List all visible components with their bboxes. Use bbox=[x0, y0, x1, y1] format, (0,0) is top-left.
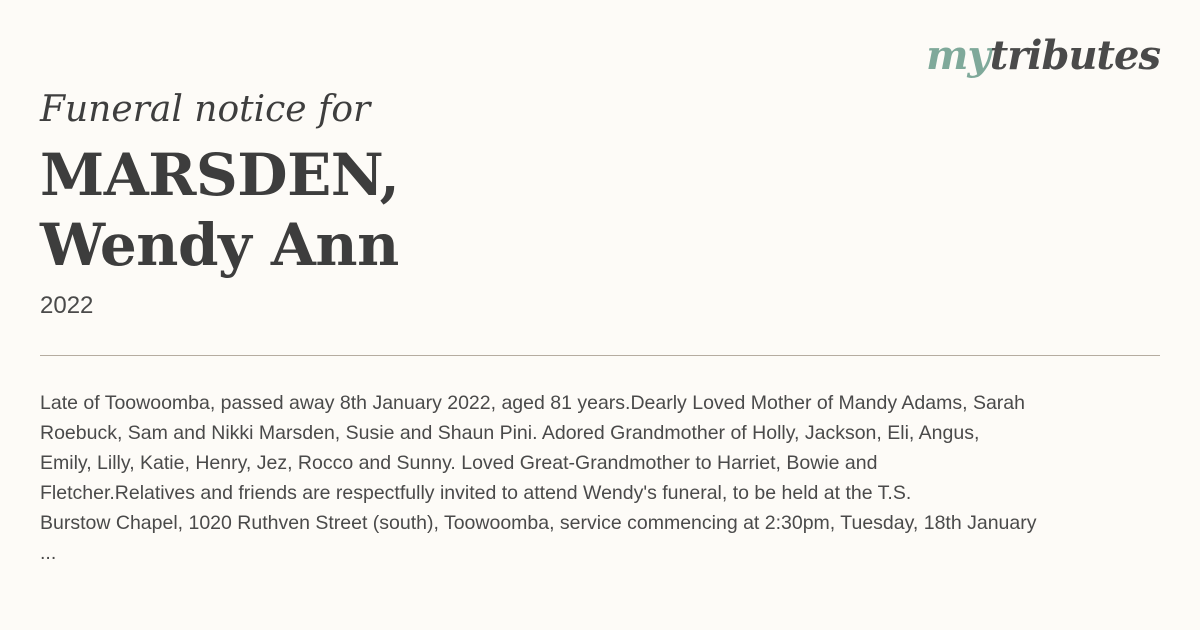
notice-year: 2022 bbox=[40, 292, 94, 319]
deceased-name bbox=[40, 140, 399, 280]
logo-prefix: my bbox=[926, 32, 990, 79]
notice-kicker: Funeral notice for bbox=[40, 89, 371, 130]
notice-text bbox=[40, 388, 1175, 568]
notice-line: Fletcher.Relatives and friends are respectfully invited to attend Wendy's funeral, to be held at the T.S. bbox=[40, 482, 912, 504]
divider bbox=[40, 355, 1160, 356]
deceased-surname: MARSDEN, bbox=[40, 141, 400, 209]
notice-ellipsis: ... bbox=[40, 542, 57, 564]
notice-line: Emily, Lilly, Katie, Henry, Jez, Rocco and Sunny. Loved Great-Grandmother to Harriet, Bowie and bbox=[40, 452, 878, 474]
mytributes-logo bbox=[926, 32, 1160, 80]
notice-line: Roebuck, Sam and Nikki Marsden, Susie and Shaun Pini. Adored Grandmother of Holly, Jackson, Eli, Angus, bbox=[40, 422, 980, 444]
notice-line: Late of Toowoomba, passed away 8th January 2022, aged 81 years.Dearly Loved Mother of Mandy Adams, Sarah bbox=[40, 392, 1025, 414]
notice-line: Burstow Chapel, 1020 Ruthven Street (south), Toowoomba, service commencing at 2:30pm, Tuesday, 18th January bbox=[40, 512, 1037, 534]
logo-suffix: tributes bbox=[989, 32, 1160, 79]
deceased-given-names: Wendy Ann bbox=[40, 211, 399, 279]
